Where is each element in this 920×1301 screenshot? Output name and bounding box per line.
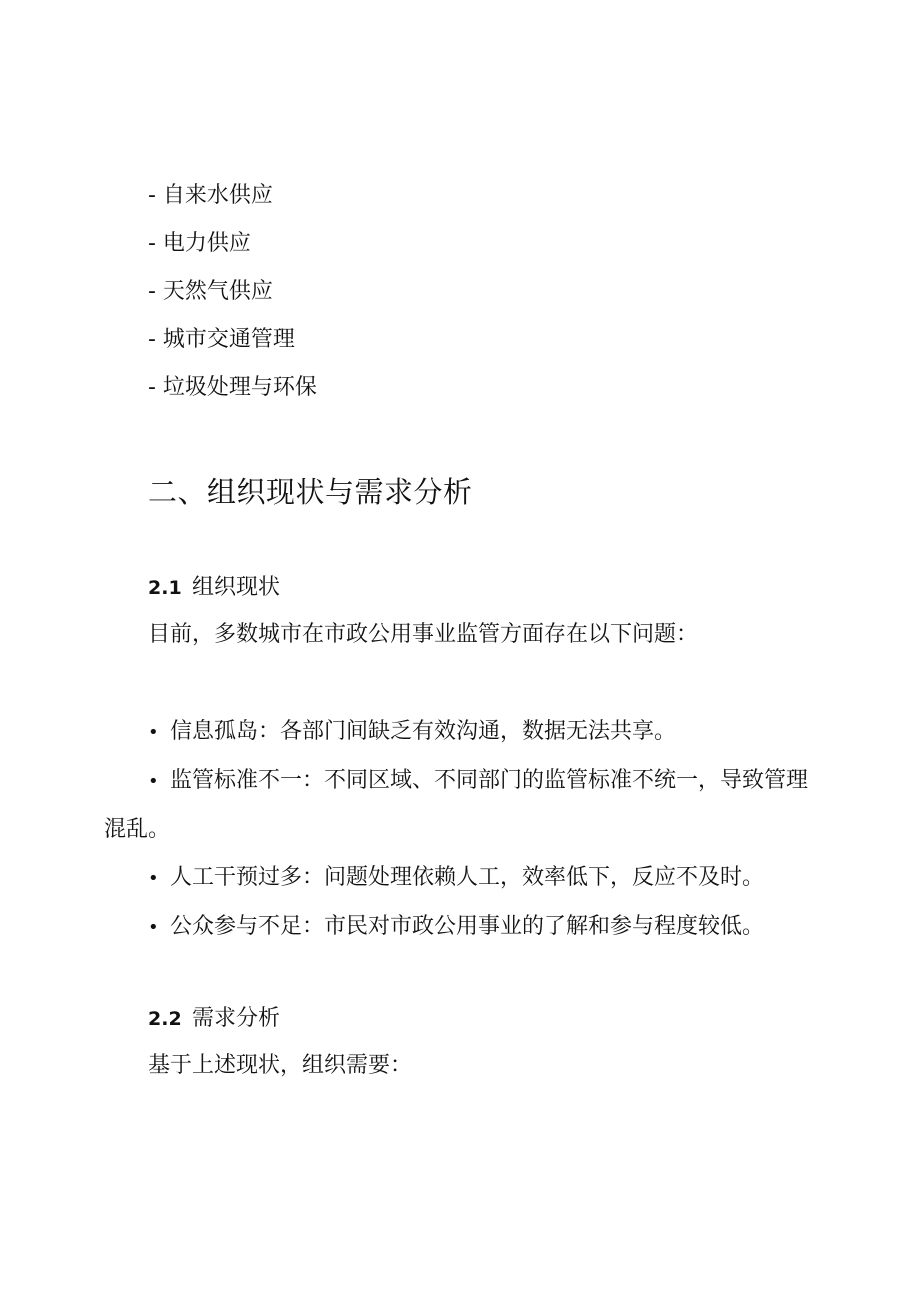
subsection-label: 组织现状 — [192, 575, 281, 600]
bullet-icon: • — [148, 917, 159, 938]
list-item: • 人工干预过多：问题处理依赖人工，效率低下，反应不及时。 — [104, 854, 824, 903]
intro-paragraph: 基于上述现状，组织需要： — [148, 1053, 413, 1078]
list-item: - 垃圾处理与环保 — [148, 375, 317, 400]
list-item: - 天然气供应 — [148, 279, 273, 304]
subsection-number: 2.1 — [148, 577, 182, 599]
list-item: • 监管标准不一：不同区域、不同部门的监管标准不统一，导致管理混乱。 — [104, 757, 824, 854]
list-item: • 公众参与不足：市民对市政公用事业的了解和参与程度较低。 — [104, 903, 824, 952]
bullet-icon: • — [148, 771, 159, 792]
list-item: - 电力供应 — [148, 231, 251, 256]
subsection-label: 需求分析 — [192, 1006, 281, 1031]
subsection-number: 2.2 — [148, 1008, 182, 1030]
intro-paragraph: 目前，多数城市在市政公用事业监管方面存在以下问题： — [148, 622, 699, 647]
utility-list — [148, 172, 317, 412]
section-title: 二、组织现状与需求分析 — [148, 475, 473, 509]
bullet-icon: • — [148, 868, 159, 889]
subsection-title-2-1 — [148, 570, 280, 601]
list-item: - 自来水供应 — [148, 183, 273, 208]
bullet-icon: • — [148, 722, 159, 743]
issue-list — [104, 708, 824, 952]
list-item: • 信息孤岛：各部门间缺乏有效沟通，数据无法共享。 — [104, 708, 824, 757]
subsection-title-2-2 — [148, 1001, 280, 1032]
list-item: - 城市交通管理 — [148, 327, 295, 352]
